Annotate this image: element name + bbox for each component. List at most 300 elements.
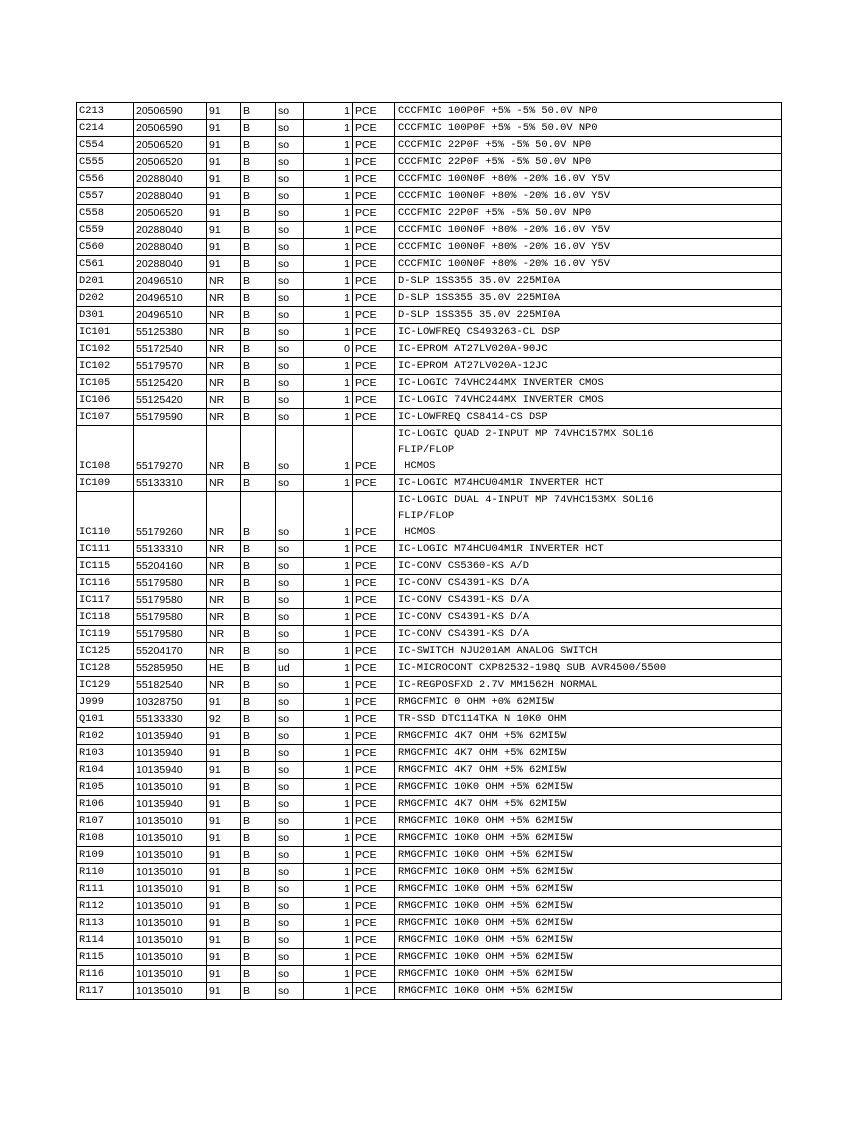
part-number-cell: 55125420 — [134, 375, 207, 392]
type-cell: so — [276, 575, 304, 592]
table-row — [77, 341, 782, 358]
unit-cell: PCE — [353, 762, 395, 779]
grade-cell: B — [241, 592, 276, 609]
unit-cell: PCE — [353, 711, 395, 728]
type-cell: so — [276, 290, 304, 307]
description-cell: TR-SSD DTC114TKA N 10K0 OHM — [395, 711, 782, 728]
code-cell: HE — [207, 660, 241, 677]
code-cell: NR — [207, 541, 241, 558]
grade-cell: B — [241, 426, 276, 475]
quantity-cell: 1 — [304, 592, 353, 609]
ref-cell: Q101 — [77, 711, 134, 728]
table-row — [77, 609, 782, 626]
ref-cell: IC117 — [77, 592, 134, 609]
type-cell: so — [276, 694, 304, 711]
grade-cell: B — [241, 492, 276, 541]
type-cell: so — [276, 983, 304, 1000]
code-cell: 91 — [207, 171, 241, 188]
description-cell: RMGCFMIC 10K0 OHM +5% 62MI5W — [395, 830, 782, 847]
type-cell: so — [276, 966, 304, 983]
description-cell: RMGCFMIC 4K7 OHM +5% 62MI5W — [395, 728, 782, 745]
unit-cell: PCE — [353, 609, 395, 626]
code-cell: 91 — [207, 915, 241, 932]
ref-cell: C561 — [77, 256, 134, 273]
quantity-cell: 1 — [304, 932, 353, 949]
table-row — [77, 290, 782, 307]
quantity-cell: 0 — [304, 341, 353, 358]
type-cell: so — [276, 813, 304, 830]
part-number-cell: 10135010 — [134, 915, 207, 932]
description-cell: CCCFMIC 100N0F +80% -20% 16.0V Y5V — [395, 239, 782, 256]
ref-cell: IC125 — [77, 643, 134, 660]
unit-cell: PCE — [353, 660, 395, 677]
type-cell: so — [276, 256, 304, 273]
quantity-cell: 1 — [304, 492, 353, 541]
part-number-cell: 10135010 — [134, 881, 207, 898]
description-cell: RMGCFMIC 10K0 OHM +5% 62MI5W — [395, 966, 782, 983]
part-number-cell: 55179580 — [134, 575, 207, 592]
unit-cell: PCE — [353, 643, 395, 660]
type-cell: so — [276, 643, 304, 660]
unit-cell: PCE — [353, 392, 395, 409]
description-cell: CCCFMIC 100N0F +80% -20% 16.0V Y5V — [395, 188, 782, 205]
code-cell: NR — [207, 375, 241, 392]
code-cell: 92 — [207, 711, 241, 728]
description-cell: IC-LOGIC DUAL 4-INPUT MP 74VHC153MX SOL16 FLIP/FLOP HCMOS — [395, 492, 782, 541]
code-cell: 91 — [207, 949, 241, 966]
table-row — [77, 677, 782, 694]
type-cell: so — [276, 341, 304, 358]
table-row — [77, 694, 782, 711]
table-row — [77, 728, 782, 745]
code-cell: NR — [207, 426, 241, 475]
ref-cell: IC128 — [77, 660, 134, 677]
quantity-cell: 1 — [304, 983, 353, 1000]
unit-cell: PCE — [353, 205, 395, 222]
description-cell: IC-EPROM AT27LV020A-12JC — [395, 358, 782, 375]
part-number-cell: 10135010 — [134, 830, 207, 847]
quantity-cell: 1 — [304, 779, 353, 796]
grade-cell: B — [241, 137, 276, 154]
grade-cell: B — [241, 475, 276, 492]
grade-cell: B — [241, 898, 276, 915]
part-number-cell: 55179580 — [134, 609, 207, 626]
quantity-cell: 1 — [304, 966, 353, 983]
quantity-cell: 1 — [304, 915, 353, 932]
code-cell: 91 — [207, 762, 241, 779]
quantity-cell: 1 — [304, 409, 353, 426]
code-cell: NR — [207, 492, 241, 541]
unit-cell: PCE — [353, 813, 395, 830]
code-cell: 91 — [207, 239, 241, 256]
type-cell: so — [276, 677, 304, 694]
quantity-cell: 1 — [304, 256, 353, 273]
quantity-cell: 1 — [304, 677, 353, 694]
ref-cell: R105 — [77, 779, 134, 796]
description-cell: IC-LOWFREQ CS493263-CL DSP — [395, 324, 782, 341]
table-row — [77, 392, 782, 409]
unit-cell: PCE — [353, 745, 395, 762]
ref-cell: R107 — [77, 813, 134, 830]
part-number-cell: 55204160 — [134, 558, 207, 575]
code-cell: 91 — [207, 154, 241, 171]
quantity-cell: 1 — [304, 375, 353, 392]
code-cell: 91 — [207, 796, 241, 813]
grade-cell: B — [241, 694, 276, 711]
unit-cell: PCE — [353, 341, 395, 358]
code-cell: 91 — [207, 745, 241, 762]
unit-cell: PCE — [353, 541, 395, 558]
unit-cell: PCE — [353, 779, 395, 796]
quantity-cell: 1 — [304, 694, 353, 711]
ref-cell: C558 — [77, 205, 134, 222]
ref-cell: R102 — [77, 728, 134, 745]
unit-cell: PCE — [353, 932, 395, 949]
part-number-cell: 10135940 — [134, 762, 207, 779]
part-number-cell: 20288040 — [134, 256, 207, 273]
description-cell: IC-REGPOSFXD 2.7V MM1562H NORMAL — [395, 677, 782, 694]
ref-cell: R104 — [77, 762, 134, 779]
grade-cell: B — [241, 626, 276, 643]
code-cell: 91 — [207, 932, 241, 949]
code-cell: NR — [207, 341, 241, 358]
quantity-cell: 1 — [304, 609, 353, 626]
part-number-cell: 55125420 — [134, 392, 207, 409]
table-row — [77, 475, 782, 492]
table-row — [77, 492, 782, 541]
description-cell: RMGCFMIC 10K0 OHM +5% 62MI5W — [395, 915, 782, 932]
grade-cell: B — [241, 779, 276, 796]
grade-cell: B — [241, 409, 276, 426]
part-number-cell: 55125380 — [134, 324, 207, 341]
unit-cell: PCE — [353, 575, 395, 592]
quantity-cell: 1 — [304, 660, 353, 677]
code-cell: NR — [207, 358, 241, 375]
unit-cell: PCE — [353, 694, 395, 711]
table-row — [77, 188, 782, 205]
type-cell: so — [276, 949, 304, 966]
part-number-cell: 20496510 — [134, 273, 207, 290]
unit-cell: PCE — [353, 171, 395, 188]
part-number-cell: 55179590 — [134, 409, 207, 426]
description-cell: IC-LOGIC 74VHC244MX INVERTER CMOS — [395, 392, 782, 409]
table-row — [77, 983, 782, 1000]
grade-cell: B — [241, 541, 276, 558]
table-row — [77, 426, 782, 475]
unit-cell: PCE — [353, 239, 395, 256]
part-number-cell: 10135010 — [134, 983, 207, 1000]
ref-cell: D202 — [77, 290, 134, 307]
code-cell: 91 — [207, 966, 241, 983]
quantity-cell: 1 — [304, 137, 353, 154]
quantity-cell: 1 — [304, 273, 353, 290]
ref-cell: R110 — [77, 864, 134, 881]
grade-cell: B — [241, 171, 276, 188]
ref-cell: D201 — [77, 273, 134, 290]
grade-cell: B — [241, 711, 276, 728]
part-number-cell: 10135940 — [134, 745, 207, 762]
table-row — [77, 103, 782, 120]
ref-cell: IC109 — [77, 475, 134, 492]
quantity-cell: 1 — [304, 745, 353, 762]
unit-cell: PCE — [353, 188, 395, 205]
grade-cell: B — [241, 154, 276, 171]
code-cell: 91 — [207, 813, 241, 830]
type-cell: so — [276, 592, 304, 609]
description-cell: RMGCFMIC 10K0 OHM +5% 62MI5W — [395, 847, 782, 864]
quantity-cell: 1 — [304, 239, 353, 256]
description-cell: CCCFMIC 22P0F +5% -5% 50.0V NP0 — [395, 137, 782, 154]
quantity-cell: 1 — [304, 205, 353, 222]
quantity-cell: 1 — [304, 171, 353, 188]
ref-cell: R112 — [77, 898, 134, 915]
description-cell: RMGCFMIC 10K0 OHM +5% 62MI5W — [395, 932, 782, 949]
type-cell: so — [276, 409, 304, 426]
type-cell: so — [276, 830, 304, 847]
quantity-cell: 1 — [304, 830, 353, 847]
grade-cell: B — [241, 222, 276, 239]
ref-cell: IC102 — [77, 358, 134, 375]
quantity-cell: 1 — [304, 575, 353, 592]
ref-cell: R116 — [77, 966, 134, 983]
unit-cell: PCE — [353, 290, 395, 307]
table-row — [77, 273, 782, 290]
description-cell: D-SLP 1SS355 35.0V 225MI0A — [395, 307, 782, 324]
unit-cell: PCE — [353, 120, 395, 137]
ref-cell: C554 — [77, 137, 134, 154]
description-cell: RMGCFMIC 10K0 OHM +5% 62MI5W — [395, 864, 782, 881]
type-cell: so — [276, 915, 304, 932]
quantity-cell: 1 — [304, 881, 353, 898]
type-cell: so — [276, 745, 304, 762]
part-number-cell: 20506520 — [134, 154, 207, 171]
code-cell: 91 — [207, 830, 241, 847]
type-cell: so — [276, 728, 304, 745]
unit-cell: PCE — [353, 558, 395, 575]
table-row — [77, 779, 782, 796]
ref-cell: C214 — [77, 120, 134, 137]
code-cell: 91 — [207, 205, 241, 222]
code-cell: NR — [207, 643, 241, 660]
ref-cell: IC106 — [77, 392, 134, 409]
part-number-cell: 20496510 — [134, 290, 207, 307]
table-row — [77, 324, 782, 341]
description-cell: IC-CONV CS4391-KS D/A — [395, 575, 782, 592]
grade-cell: B — [241, 745, 276, 762]
table-row — [77, 375, 782, 392]
grade-cell: B — [241, 881, 276, 898]
unit-cell: PCE — [353, 983, 395, 1000]
ref-cell: IC116 — [77, 575, 134, 592]
ref-cell: C559 — [77, 222, 134, 239]
quantity-cell: 1 — [304, 222, 353, 239]
table-row — [77, 307, 782, 324]
unit-cell: PCE — [353, 137, 395, 154]
table-row — [77, 575, 782, 592]
unit-cell: PCE — [353, 898, 395, 915]
type-cell: so — [276, 558, 304, 575]
type-cell: so — [276, 375, 304, 392]
part-number-cell: 10135010 — [134, 949, 207, 966]
description-cell: D-SLP 1SS355 35.0V 225MI0A — [395, 290, 782, 307]
part-number-cell: 55179270 — [134, 426, 207, 475]
grade-cell: B — [241, 813, 276, 830]
unit-cell: PCE — [353, 915, 395, 932]
grade-cell: B — [241, 728, 276, 745]
code-cell: NR — [207, 558, 241, 575]
part-number-cell: 55179260 — [134, 492, 207, 541]
part-number-cell: 55133330 — [134, 711, 207, 728]
parts-list-table — [76, 102, 782, 1000]
description-cell: IC-LOGIC QUAD 2-INPUT MP 74VHC157MX SOL16 FLIP/FLOP HCMOS — [395, 426, 782, 475]
table-row — [77, 949, 782, 966]
code-cell: NR — [207, 273, 241, 290]
grade-cell: B — [241, 358, 276, 375]
grade-cell: B — [241, 256, 276, 273]
ref-cell: IC115 — [77, 558, 134, 575]
grade-cell: B — [241, 949, 276, 966]
ref-cell: IC129 — [77, 677, 134, 694]
part-number-cell: 10135010 — [134, 864, 207, 881]
type-cell: so — [276, 324, 304, 341]
ref-cell: C555 — [77, 154, 134, 171]
code-cell: 91 — [207, 188, 241, 205]
description-cell: RMGCFMIC 0 OHM +0% 62MI5W — [395, 694, 782, 711]
unit-cell: PCE — [353, 830, 395, 847]
description-cell: RMGCFMIC 10K0 OHM +5% 62MI5W — [395, 813, 782, 830]
type-cell: so — [276, 762, 304, 779]
grade-cell: B — [241, 932, 276, 949]
description-cell: IC-CONV CS4391-KS D/A — [395, 626, 782, 643]
ref-cell: IC101 — [77, 324, 134, 341]
unit-cell: PCE — [353, 358, 395, 375]
table-row — [77, 358, 782, 375]
table-row — [77, 154, 782, 171]
part-number-cell: 10135010 — [134, 966, 207, 983]
quantity-cell: 1 — [304, 541, 353, 558]
code-cell: NR — [207, 475, 241, 492]
part-number-cell: 20288040 — [134, 188, 207, 205]
table-row — [77, 932, 782, 949]
type-cell: so — [276, 171, 304, 188]
table-row — [77, 222, 782, 239]
part-number-cell: 20288040 — [134, 222, 207, 239]
part-number-cell: 55133310 — [134, 475, 207, 492]
grade-cell: B — [241, 796, 276, 813]
quantity-cell: 1 — [304, 103, 353, 120]
table-row — [77, 137, 782, 154]
part-number-cell: 10328750 — [134, 694, 207, 711]
description-cell: RMGCFMIC 10K0 OHM +5% 62MI5W — [395, 881, 782, 898]
description-cell: IC-CONV CS4391-KS D/A — [395, 592, 782, 609]
grade-cell: B — [241, 375, 276, 392]
description-cell: IC-LOGIC 74VHC244MX INVERTER CMOS — [395, 375, 782, 392]
part-number-cell: 20506590 — [134, 103, 207, 120]
grade-cell: B — [241, 324, 276, 341]
description-cell: CCCFMIC 100P0F +5% -5% 50.0V NP0 — [395, 120, 782, 137]
unit-cell: PCE — [353, 426, 395, 475]
table-row — [77, 592, 782, 609]
ref-cell: R103 — [77, 745, 134, 762]
unit-cell: PCE — [353, 273, 395, 290]
unit-cell: PCE — [353, 966, 395, 983]
table-row — [77, 541, 782, 558]
type-cell: so — [276, 120, 304, 137]
ref-cell: C213 — [77, 103, 134, 120]
unit-cell: PCE — [353, 256, 395, 273]
unit-cell: PCE — [353, 409, 395, 426]
table-row — [77, 796, 782, 813]
type-cell: so — [276, 541, 304, 558]
table-row — [77, 915, 782, 932]
unit-cell: PCE — [353, 677, 395, 694]
grade-cell: B — [241, 847, 276, 864]
ref-cell: C557 — [77, 188, 134, 205]
description-cell: CCCFMIC 100N0F +80% -20% 16.0V Y5V — [395, 222, 782, 239]
code-cell: 91 — [207, 881, 241, 898]
table-row — [77, 256, 782, 273]
part-number-cell: 10135010 — [134, 932, 207, 949]
ref-cell: IC111 — [77, 541, 134, 558]
type-cell: so — [276, 898, 304, 915]
grade-cell: B — [241, 575, 276, 592]
description-cell: RMGCFMIC 10K0 OHM +5% 62MI5W — [395, 898, 782, 915]
unit-cell: PCE — [353, 307, 395, 324]
description-cell: RMGCFMIC 10K0 OHM +5% 62MI5W — [395, 983, 782, 1000]
unit-cell: PCE — [353, 847, 395, 864]
unit-cell: PCE — [353, 324, 395, 341]
quantity-cell: 1 — [304, 154, 353, 171]
description-cell: IC-LOGIC M74HCU04M1R INVERTER HCT — [395, 475, 782, 492]
quantity-cell: 1 — [304, 728, 353, 745]
code-cell: 91 — [207, 898, 241, 915]
type-cell: so — [276, 426, 304, 475]
grade-cell: B — [241, 273, 276, 290]
part-number-cell: 10135940 — [134, 796, 207, 813]
description-cell: CCCFMIC 100P0F +5% -5% 50.0V NP0 — [395, 103, 782, 120]
quantity-cell: 1 — [304, 188, 353, 205]
quantity-cell: 1 — [304, 949, 353, 966]
part-number-cell: 55133310 — [134, 541, 207, 558]
ref-cell: IC108 — [77, 426, 134, 475]
grade-cell: B — [241, 239, 276, 256]
part-number-cell: 20288040 — [134, 239, 207, 256]
grade-cell: B — [241, 341, 276, 358]
part-number-cell: 55182540 — [134, 677, 207, 694]
ref-cell: R106 — [77, 796, 134, 813]
type-cell: so — [276, 796, 304, 813]
description-cell: IC-MICROCONT CXP82532-198Q SUB AVR4500/5500 — [395, 660, 782, 677]
unit-cell: PCE — [353, 592, 395, 609]
type-cell: so — [276, 392, 304, 409]
unit-cell: PCE — [353, 375, 395, 392]
ref-cell: R113 — [77, 915, 134, 932]
description-cell: RMGCFMIC 4K7 OHM +5% 62MI5W — [395, 796, 782, 813]
unit-cell: PCE — [353, 626, 395, 643]
ref-cell: R108 — [77, 830, 134, 847]
type-cell: so — [276, 273, 304, 290]
description-cell: D-SLP 1SS355 35.0V 225MI0A — [395, 273, 782, 290]
type-cell: so — [276, 609, 304, 626]
description-cell: IC-EPROM AT27LV020A-90JC — [395, 341, 782, 358]
part-number-cell: 20506590 — [134, 120, 207, 137]
code-cell: NR — [207, 409, 241, 426]
code-cell: NR — [207, 575, 241, 592]
ref-cell: D301 — [77, 307, 134, 324]
part-number-cell: 20288040 — [134, 171, 207, 188]
type-cell: so — [276, 711, 304, 728]
description-cell: RMGCFMIC 4K7 OHM +5% 62MI5W — [395, 762, 782, 779]
